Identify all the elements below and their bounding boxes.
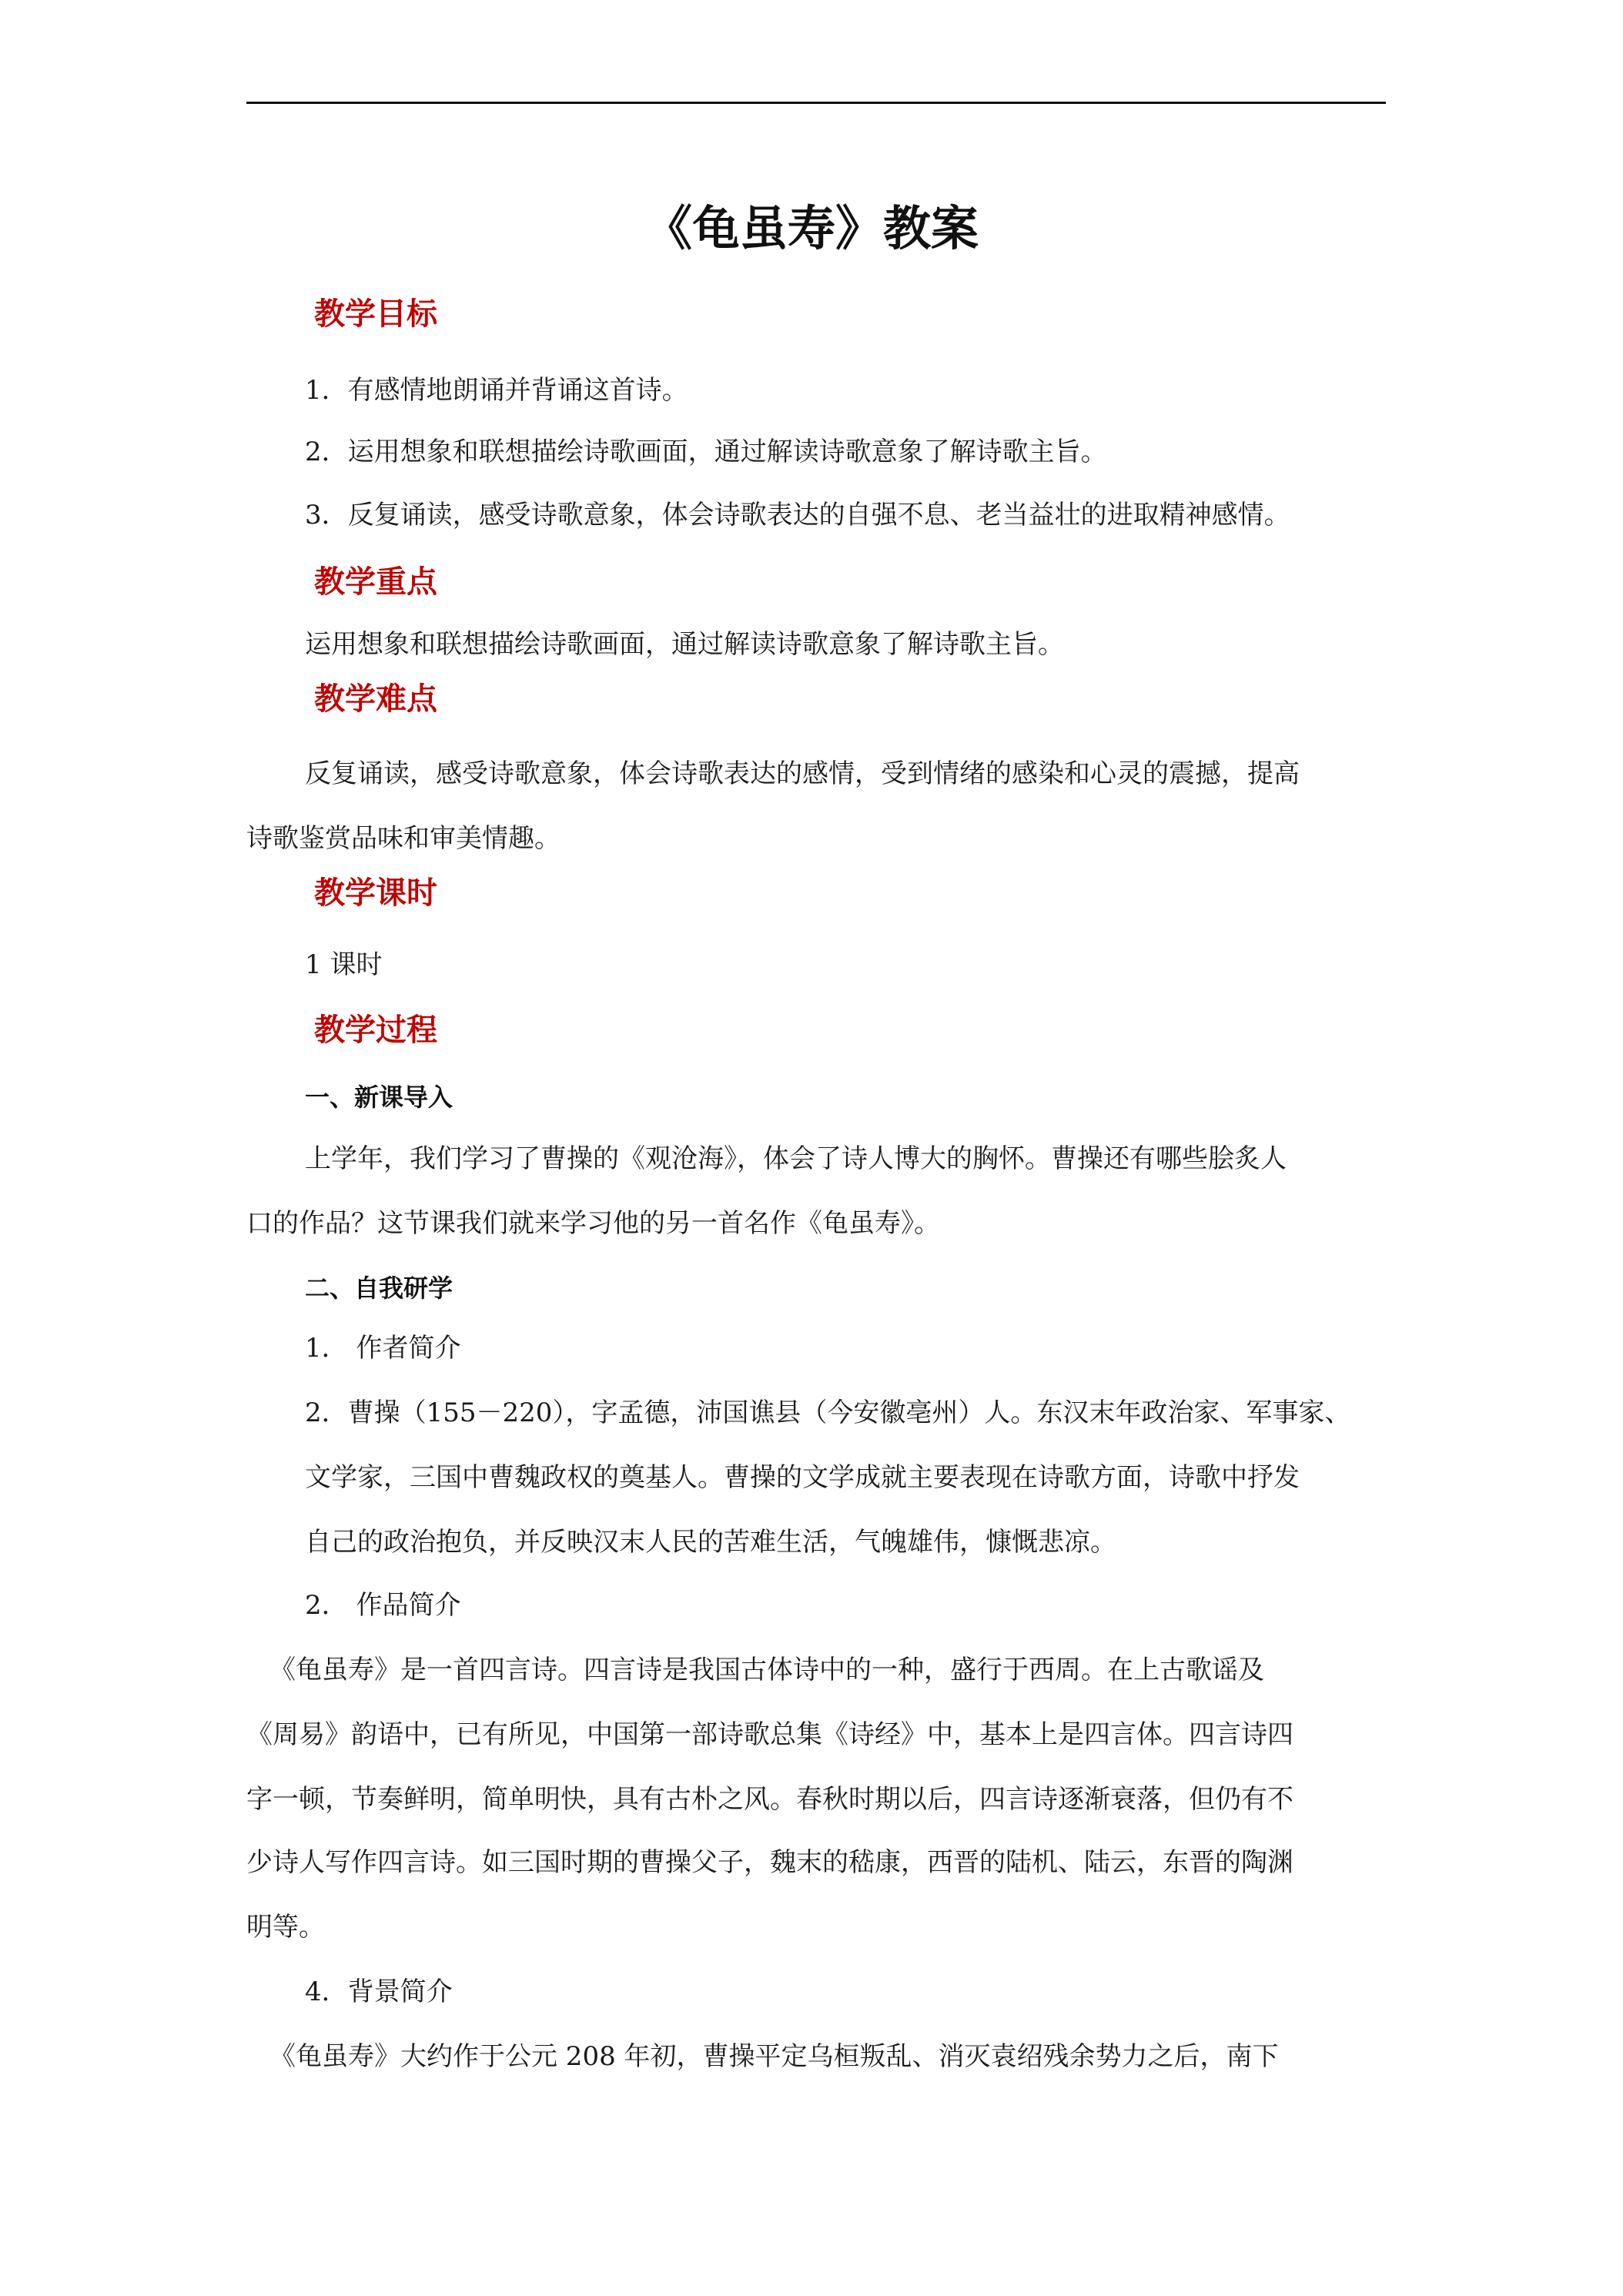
heading-difficulties: 教学难点 [314, 681, 437, 717]
heading-hours: 教学课时 [314, 875, 437, 911]
subheading-self-study: 二、自我研学 [305, 1274, 453, 1303]
page-title: 《龟虽寿》教案 [644, 200, 979, 256]
work-line-1: 《龟虽寿》是一首四言诗。四言诗是我国古体诗中的一种，盛行于西周。在上古歌谣及 [269, 1655, 1264, 1685]
work-line-4: 少诗人写作四言诗。如三国时期的曹操父子，魏末的嵇康，西晋的陆机、陆云，东晋的陶渊 [246, 1847, 1293, 1878]
work-line-5: 明等。 [246, 1912, 325, 1943]
header-rule [246, 102, 1386, 104]
hours-text: 1 课时 [305, 949, 383, 980]
background-line-1: 《龟虽寿》大约作于公元 208 年初，曹操平定乌桓叛乱、消灭袁绍残余势力之后，南下 [269, 2041, 1279, 2072]
author-line-3: 自己的政治抱负，并反映汉末人民的苦难生活，气魄雄伟，慷慨悲凉。 [305, 1527, 1116, 1558]
author-line-2: 文学家，三国中曹魏政权的奠基人。曹操的文学成就主要表现在诗歌方面，诗歌中抒发 [305, 1462, 1300, 1493]
work-label: 2． 作品简介 [305, 1590, 461, 1621]
heading-key-points: 教学重点 [314, 564, 437, 600]
subheading-new-lesson: 一、新课导入 [305, 1083, 453, 1112]
difficulties-line-1: 反复诵读，感受诗歌意象，体会诗歌表达的感情，受到情绪的感染和心灵的震撼，提高 [305, 758, 1300, 789]
intro-line-1: 上学年，我们学习了曹操的《观沧海》，体会了诗人博大的胸怀。曹操还有哪些脍炙人 [305, 1143, 1287, 1174]
intro-line-2: 口的作品？这节课我们就来学习他的另一首名作《龟虽寿》。 [246, 1208, 940, 1239]
key-points-text: 运用想象和联想描绘诗歌画面，通过解读诗歌意象了解诗歌主旨。 [305, 629, 1064, 660]
heading-objectives: 教学目标 [314, 296, 437, 332]
author-line-1: 2．曹操（155－220），字孟德，沛国谯县（今安徽亳州）人。东汉末年政治家、军事家、 [305, 1397, 1351, 1428]
objective-item-3: 3．反复诵读，感受诗歌意象，体会诗歌表达的自强不息、老当益壮的进取精神感情。 [305, 500, 1290, 530]
objective-item-1: 1．有感情地朗诵并背诵这首诗。 [305, 375, 688, 406]
heading-process: 教学过程 [314, 1012, 437, 1048]
background-label: 4．背景简介 [305, 1976, 453, 2007]
author-label: 1． 作者简介 [305, 1333, 461, 1364]
work-line-3: 字一顿，节奏鲜明，简单明快，具有古朴之风。春秋时期以后，四言诗逐渐衰落，但仍有不 [246, 1784, 1293, 1815]
difficulties-line-2: 诗歌鉴赏品味和审美情趣。 [246, 823, 561, 854]
objective-item-2: 2．运用想象和联想描绘诗歌画面，通过解读诗歌意象了解诗歌主旨。 [305, 437, 1107, 467]
work-line-2: 《周易》韵语中，已有所见，中国第一部诗歌总集《诗经》中，基本上是四言体。四言诗四 [246, 1719, 1293, 1750]
